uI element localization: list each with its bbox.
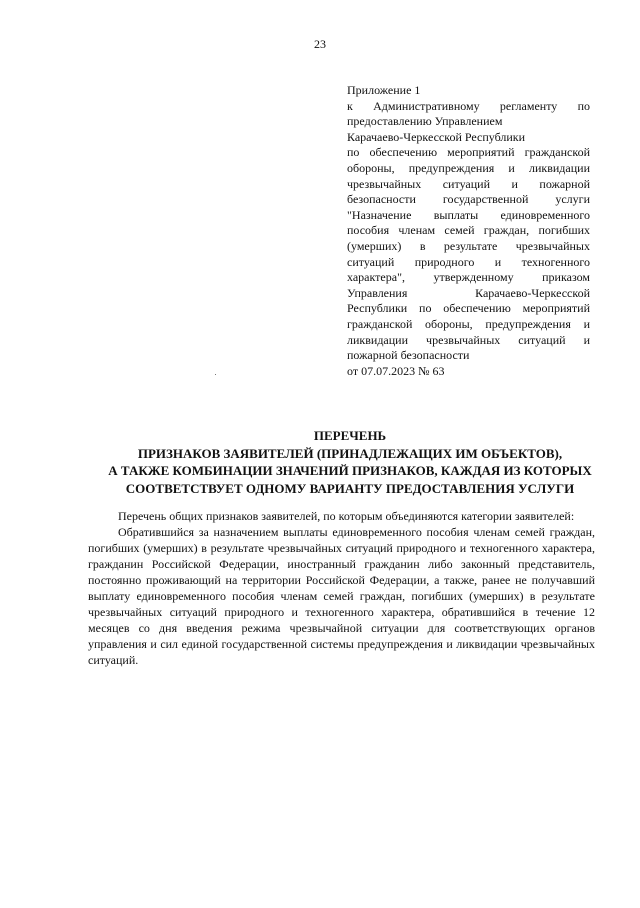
appendix-line: ситуаций природного и техногенного (347, 254, 590, 269)
scan-dot-mark (215, 374, 216, 375)
heading-title: ПЕРЕЧЕНЬ (313, 428, 387, 443)
heading-line: ПРИЗНАКОВ ЗАЯВИТЕЛЕЙ (ПРИНАДЛЕЖАЩИХ ИМ ОБЪЕКТОВ), (137, 445, 563, 461)
appendix-date-number: от 07.07.2023 № 63 (347, 363, 445, 378)
appendix-line: Республики по обеспечению мероприятий (347, 301, 590, 316)
appendix-line: к Административному регламенту по (347, 98, 590, 113)
appendix-line: Приложение 1 (347, 83, 421, 97)
body-paragraph-intro: Перечень общих признаков заявителей, по которым объединяются категории заявителей: (118, 509, 575, 523)
appendix-line: пособия членам семей граждан, погибших (347, 223, 590, 238)
appendix-line: Управления Карачаево-Черкесской (347, 285, 590, 300)
appendix-block (347, 83, 590, 379)
document-heading (60, 427, 640, 497)
appendix-line: чрезвычайных ситуаций и пожарной (347, 176, 590, 191)
body-paragraph-applicant: Обратившийся за назначением выплаты единовременного пособия членам семей граждан, погибших (умерших) в результате чрезвычайных ситуаций природного и техногенного характера, гражданин Российской Федерации, иностранный гражданин либо законный представитель, постоянно проживающий на территории Российской Федерации, а также, ранее не получавший выплату единовременного пособия членам семей граждан, погибших (умерших) в результате чрезвычайных ситуаций природного и техногенного характера, обратившийся в течение 12 месяцев со дня введения режима чрезвычайной ситуации для соответствующих органов управления и сил единой государственной системы предупреждения и ликвидации чрезвычайных ситуаций. (88, 525, 595, 667)
appendix-line: обороны, предупреждения и ликвидации (347, 160, 590, 175)
appendix-line: безопасности государственной услуги (347, 192, 590, 207)
appendix-line: Карачаево-Черкесской Республики (347, 129, 526, 144)
appendix-line: предоставлению Управлением (347, 114, 503, 129)
appendix-line: "Назначение выплаты единовременного (347, 207, 590, 222)
appendix-line: характера", утвержденному приказом (347, 270, 590, 285)
appendix-line: пожарной безопасности (347, 348, 470, 363)
appendix-line: гражданской обороны, предупреждения и (347, 316, 590, 331)
appendix-line: (умерших) в результате чрезвычайных (347, 238, 590, 253)
appendix-line: ликвидации чрезвычайных ситуаций и (347, 332, 590, 347)
appendix-line: по обеспечению мероприятий гражданской (347, 145, 590, 160)
heading-line: СООТВЕТСТВУЕТ ОДНОМУ ВАРИАНТУ ПРЕДОСТАВЛЕНИЯ УСЛУГИ (125, 480, 575, 496)
page-number: 23 (314, 37, 326, 51)
document-body (88, 508, 595, 668)
heading-line: А ТАКЖЕ КОМБИНАЦИИ ЗНАЧЕНИЙ ПРИЗНАКОВ, КАЖДАЯ ИЗ КОТОРЫХ (108, 463, 592, 478)
